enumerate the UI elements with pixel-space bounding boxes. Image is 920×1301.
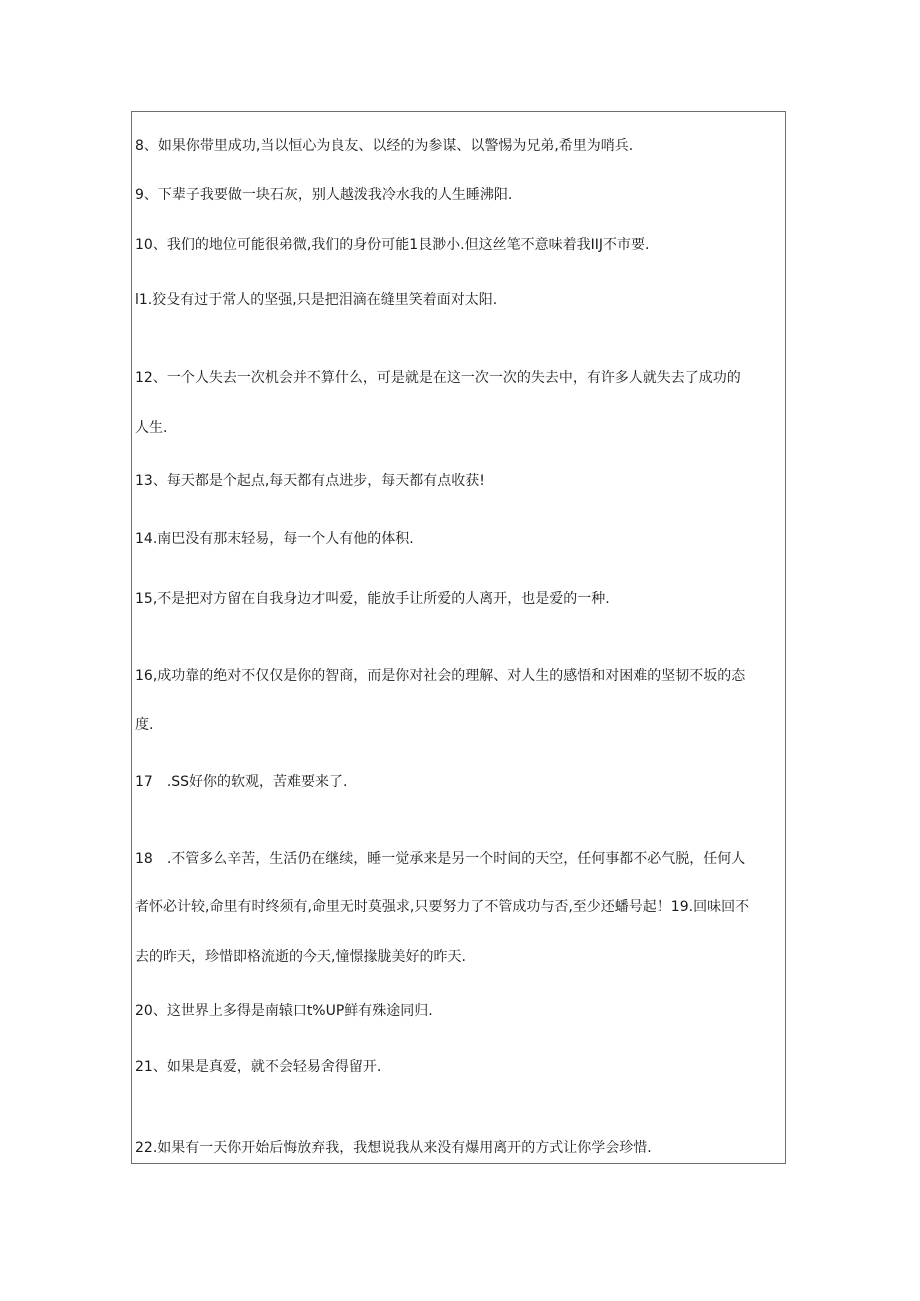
text-line: 14.南巴没有那末轻易，每一个人有他的体积. [135,531,414,547]
text-line: 10、我们的地位可能很弟微,我们的身份可能1艮渺小.但这丝笔不意味着我IIJ不市要. [135,237,650,253]
text-line: 12、一个人失去一次机会并不算什么，可是就是在这一次一次的失去中，有许多人就失去了成功的 [135,370,741,386]
text-line: 15,不是把对方留在自我身边才叫爱，能放手让所爱的人离开，也是爱的一种. [135,591,610,607]
text-line: 22.如果有一天你开始后悔放弃我，我想说我从来没有爆用离开的方式让你学会珍惜. [135,1140,652,1156]
text-line: l1.狡殳有过于常人的坚强,只是把泪滴在缝里笑着面对太阳. [135,292,498,308]
text-line: 者怀必计较,命里有时终须有,命里无时莫强求,只要努力了不管成功与否,至少还蟠号起！19.回味回不 [135,899,750,915]
text-line: 13、每天都是个起点,每天都有点进步，每天都有点收获! [135,473,485,489]
text-line: 8、如果你带里成功,当以恒心为良友、以经的为参谋、以警惕为兄弟,希里为哨兵. [135,138,634,154]
text-line: 20、这世界上多得是南辕口t%UP鲜有殊途同归. [135,1003,433,1019]
text-line: 9、下辈子我要做一块石灰，别人越泼我冷水我的人生睡沸阳. [135,187,513,203]
text-line: 人生. [135,420,168,436]
text-line: 17 .SS好你的软观，苦难要来了. [135,774,348,790]
text-line: 21、如果是真爱，就不会轻易舍得留开. [135,1059,382,1075]
text-line: 16,成功靠的绝对不仅仅是你的智商，而是你对社会的理解、对人生的感悟和对困难的坚韧不坂的态 [135,668,746,684]
text-line: 去的昨天，珍惜即格流逝的今天,憧憬掾胧美好的昨天. [135,949,466,965]
text-line: 18 .不管多么辛苦，生活仍在继续，睡一觉承来是另一个时间的天空，任何事都不必气脱，任何人 [135,851,746,867]
text-line: 度. [135,717,154,733]
